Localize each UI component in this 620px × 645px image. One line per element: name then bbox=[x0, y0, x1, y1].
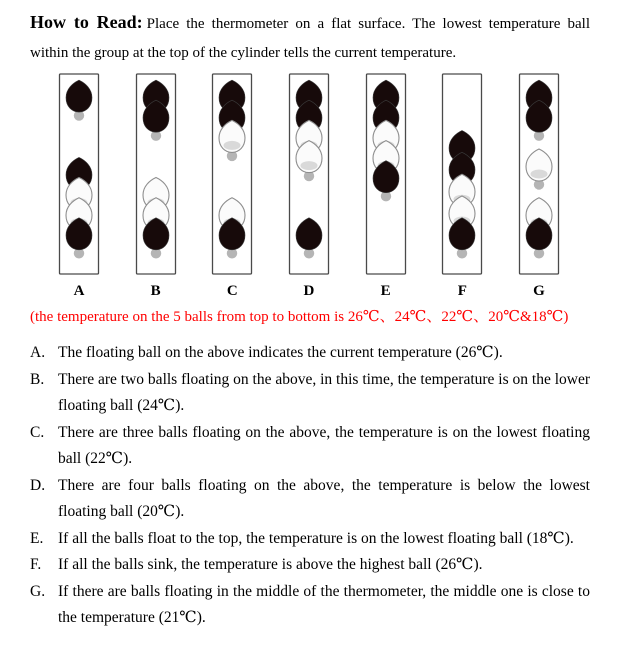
intro-title: How to Read: bbox=[30, 12, 143, 32]
thermometer-label: B bbox=[150, 283, 161, 299]
thermometer-a bbox=[56, 72, 102, 300]
thermometer-label: F bbox=[457, 283, 467, 299]
intro-text: Place the thermometer on a flat surface. The lowest temperature ball within the group at the top of the cylinder tells the current temperature. bbox=[30, 16, 590, 61]
intro-paragraph bbox=[30, 8, 590, 68]
case-list bbox=[30, 340, 590, 632]
case-item-f bbox=[30, 552, 590, 579]
case-letter: E. bbox=[30, 529, 44, 547]
case-text: There are three balls floating on the above, the temperature is on the lowest floating ball (22℃). bbox=[58, 423, 590, 467]
thermometer-b bbox=[133, 72, 179, 300]
case-text: There are four balls floating on the above, the temperature is below the lowest floating ball (20℃). bbox=[58, 476, 590, 520]
case-text: If there are balls floating in the middle of the thermometer, the middle one is close to the temperature (21℃). bbox=[58, 582, 590, 626]
case-text: If all the balls sink, the temperature is above the highest ball (26℃). bbox=[58, 556, 483, 573]
case-item-b bbox=[30, 367, 590, 420]
thermometer-e bbox=[363, 72, 409, 300]
case-text: The floating ball on the above indicates the current temperature (26℃). bbox=[58, 344, 503, 361]
case-letter: F. bbox=[30, 556, 42, 573]
thermometer-f bbox=[439, 72, 485, 300]
case-item-d bbox=[30, 473, 590, 526]
thermometer-tube-svg bbox=[516, 72, 562, 278]
thermometer-d bbox=[286, 72, 332, 300]
case-letter: G. bbox=[30, 582, 46, 600]
thermometer-c bbox=[209, 72, 255, 300]
thermometer-tube-svg bbox=[56, 72, 102, 278]
case-letter: B. bbox=[30, 370, 45, 388]
temperature-caption: (the temperature on the 5 balls from top to bottom is 26℃、24℃、22℃、20℃&18℃) bbox=[30, 309, 569, 325]
case-letter: D. bbox=[30, 476, 46, 494]
thermometer-label: C bbox=[226, 283, 238, 299]
thermometer-row bbox=[30, 68, 590, 300]
case-text: If all the balls float to the top, the temperature is on the lowest floating ball (18℃). bbox=[58, 529, 574, 547]
thermometer-tube-svg bbox=[133, 72, 179, 278]
case-letter: C. bbox=[30, 423, 45, 441]
thermometer-g bbox=[516, 72, 562, 300]
thermometer-tube-svg bbox=[439, 72, 485, 278]
thermometer-label: E bbox=[380, 283, 391, 299]
case-item-c bbox=[30, 420, 590, 473]
case-item-a bbox=[30, 340, 590, 367]
thermometer-tube-svg bbox=[209, 72, 255, 278]
thermometer-label: D bbox=[303, 283, 315, 299]
case-item-e bbox=[30, 526, 590, 553]
thermometer-tube-svg bbox=[363, 72, 409, 278]
thermometer-label: G bbox=[533, 283, 545, 299]
case-text: There are two balls floating on the above, in this time, the temperature is on the lower floating ball (24℃). bbox=[58, 370, 591, 414]
thermometer-label: A bbox=[73, 283, 85, 299]
case-item-g bbox=[30, 579, 590, 632]
thermometer-tube-svg bbox=[286, 72, 332, 278]
case-letter: A. bbox=[30, 344, 46, 361]
